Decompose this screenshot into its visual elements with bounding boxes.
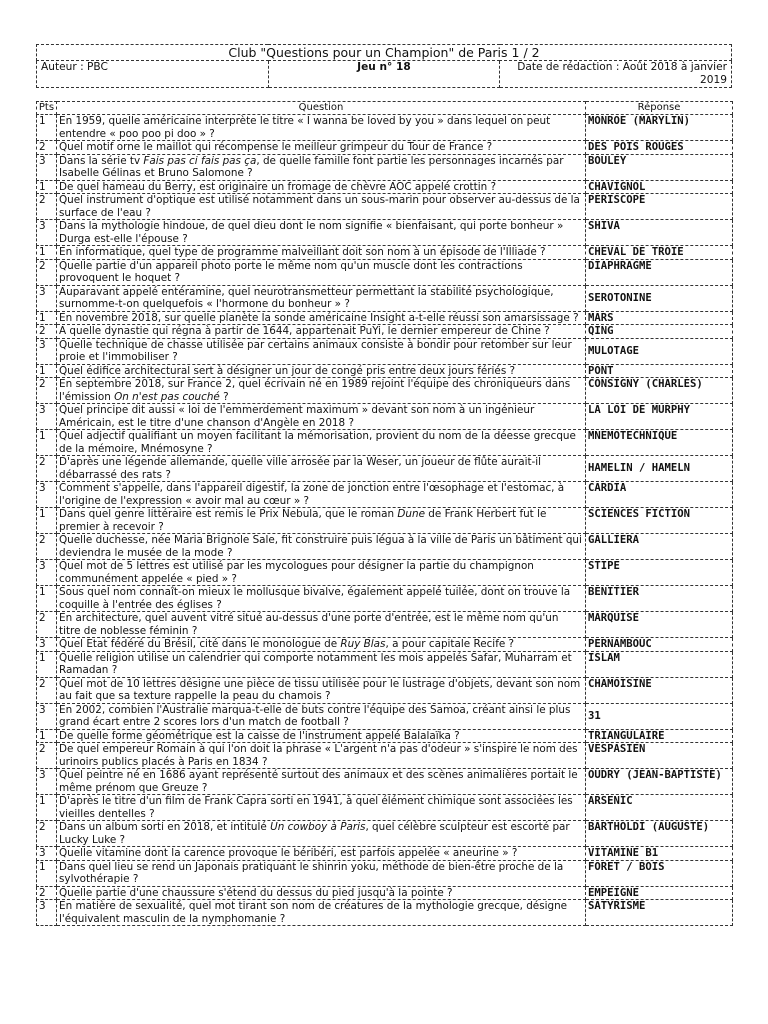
table-row bbox=[37, 729, 733, 743]
row-answer: SATYRISME bbox=[586, 900, 733, 926]
row-answer: STIPE bbox=[586, 560, 733, 586]
questions-table bbox=[36, 101, 733, 926]
row-answer: PONT bbox=[586, 364, 733, 378]
document-header bbox=[36, 44, 732, 88]
row-points: 1 bbox=[37, 246, 57, 260]
table-row bbox=[37, 508, 733, 534]
row-points: 3 bbox=[37, 638, 57, 652]
row-points: 2 bbox=[37, 534, 57, 560]
row-question: Quelle partie d'une chaussure s'étend du dessus du pied jusqu'à la pointe ? bbox=[57, 886, 586, 900]
table-row bbox=[37, 378, 733, 404]
table-row bbox=[37, 194, 733, 220]
row-points: 1 bbox=[37, 508, 57, 534]
table-row bbox=[37, 821, 733, 847]
row-points: 2 bbox=[37, 612, 57, 638]
row-points: 3 bbox=[37, 338, 57, 364]
row-answer: PERISCOPE bbox=[586, 194, 733, 220]
table-row bbox=[37, 560, 733, 586]
row-points: 3 bbox=[37, 847, 57, 861]
row-points: 1 bbox=[37, 311, 57, 325]
row-answer: LA LOI DE MURPHY bbox=[586, 404, 733, 430]
row-answer: DIAPHRAGME bbox=[586, 259, 733, 285]
table-row bbox=[37, 430, 733, 456]
column-header-question: Question bbox=[57, 102, 586, 115]
row-answer: 31 bbox=[586, 703, 733, 729]
row-points: 2 bbox=[37, 886, 57, 900]
row-points: 3 bbox=[37, 154, 57, 180]
row-answer: SHIVA bbox=[586, 220, 733, 246]
row-question: Quel instrument d'optique est utilisé notamment dans un sous-marin pour observer au-dessus de la surface de l'eau ? bbox=[57, 194, 586, 220]
row-points: 1 bbox=[37, 364, 57, 378]
row-points: 3 bbox=[37, 220, 57, 246]
row-question: Quel peintre né en 1686 ayant représenté surtout des animaux et des scènes animalières portait le même prénom que Greuze ? bbox=[57, 769, 586, 795]
row-points: 1 bbox=[37, 430, 57, 456]
row-question: D'après le titre d'un film de Frank Capra sorti en 1941, à quel élément chimique sont associées les vieilles dentelles ? bbox=[57, 795, 586, 821]
row-answer: SCIENCES FICTION bbox=[586, 508, 733, 534]
table-header-row bbox=[37, 102, 733, 115]
row-answer: ISLAM bbox=[586, 651, 733, 677]
row-points: 2 bbox=[37, 325, 57, 339]
row-points: 3 bbox=[37, 703, 57, 729]
row-answer: CONSIGNY (CHARLES) bbox=[586, 378, 733, 404]
row-question: Comment s'appelle, dans l'appareil digestif, la zone de jonction entre l'œsophage et l'estomac, à l'origine de l'expression « avoir mal au cœur » ? bbox=[57, 482, 586, 508]
row-points: 2 bbox=[37, 378, 57, 404]
row-answer: BARTHOLDI (AUGUSTE) bbox=[586, 821, 733, 847]
row-points: 2 bbox=[37, 677, 57, 703]
row-points: 3 bbox=[37, 769, 57, 795]
row-question: Quelle religion utilise un calendrier qui comporte notamment les mois appelés Safar, Muharram et Ramadan ? bbox=[57, 651, 586, 677]
table-row bbox=[37, 220, 733, 246]
row-question: De quel empereur Romain à qui l'on doit la phrase « L'argent n'a pas d'odeur » s'inspire le nom des urinoirs publics placés à Paris en 1834 ? bbox=[57, 743, 586, 769]
row-points: 1 bbox=[37, 115, 57, 141]
questions-body bbox=[37, 115, 733, 926]
table-row bbox=[37, 860, 733, 886]
row-question: En septembre 2018, sur France 2, quel écrivain né en 1989 rejoint l'équipe des chroniqueurs dans l'émission On n'est pas couché ? bbox=[57, 378, 586, 404]
writing-date: Date de rédaction : Août 2018 à janvier 2019 bbox=[500, 61, 732, 88]
row-question: Quel édifice architectural sert à désigner un jour de congé pris entre deux jours fériés ? bbox=[57, 364, 586, 378]
table-row bbox=[37, 847, 733, 861]
row-answer: HAMELIN / HAMELN bbox=[586, 456, 733, 482]
row-question: Auparavant appelé entéramine, quel neurotransmetteur permettant la stabilité psychologique, surnomme-t-on quelquefois « l'hormone du bonheur » ? bbox=[57, 285, 586, 311]
table-row bbox=[37, 364, 733, 378]
row-question: Quel mot de 10 lettres désigne une pièce de tissu utilisée pour le lustrage d'objets, devant son nom au fait que sa texture rappelle la peau du chamois ? bbox=[57, 677, 586, 703]
row-points: 3 bbox=[37, 285, 57, 311]
row-points: 3 bbox=[37, 482, 57, 508]
row-answer: VITAMINE B1 bbox=[586, 847, 733, 861]
table-row bbox=[37, 638, 733, 652]
row-points: 2 bbox=[37, 194, 57, 220]
row-question: Quelle partie d'un appareil photo porte le même nom qu'un muscle dont les contractions provoquent le hoquet ? bbox=[57, 259, 586, 285]
table-row bbox=[37, 154, 733, 180]
row-question: D'après une légende allemande, quelle ville arrosée par la Weser, un joueur de flûte aurait-il débarrassé des rats ? bbox=[57, 456, 586, 482]
author-label: Auteur : PBC bbox=[37, 61, 269, 88]
row-answer: CARDIA bbox=[586, 482, 733, 508]
row-answer: MNEMOTECHNIQUE bbox=[586, 430, 733, 456]
table-row bbox=[37, 285, 733, 311]
row-question: Dans quel lieu se rend un Japonais pratiquant le shinrin yoku, méthode de bien-être proche de la sylvothérapie ? bbox=[57, 860, 586, 886]
table-row bbox=[37, 534, 733, 560]
row-answer: BOULEY bbox=[586, 154, 733, 180]
table-row bbox=[37, 338, 733, 364]
row-question: En matière de sexualité, quel mot tirant son nom de créatures de la mythologie grecque, désigne l'équivalent masculin de la nymphomanie ? bbox=[57, 900, 586, 926]
table-row bbox=[37, 115, 733, 141]
row-question: En 2002, combien l'Australie marqua-t-elle de buts contre l'équipe des Samoa, créant ainsi le plus grand écart entre 2 scores lors d'un match de football ? bbox=[57, 703, 586, 729]
row-answer: OUDRY (JEAN-BAPTISTE) bbox=[586, 769, 733, 795]
row-question: Quelle vitamine dont la carence provoque le béribéri, est parfois appelée « aneurine » ? bbox=[57, 847, 586, 861]
row-question: Dans quel genre littéraire est remis le Prix Nebula, que le roman Dune de Frank Herbert fut le premier à recevoir ? bbox=[57, 508, 586, 534]
row-question: Quel Etat fédéré du Brésil, cité dans le monologue de Ruy Blas, a pour capitale Recife ? bbox=[57, 638, 586, 652]
row-answer: DES POIS ROUGES bbox=[586, 141, 733, 155]
row-question: Dans la mythologie hindoue, de quel dieu dont le nom signifie « bienfaisant, qui porte bonheur » Durga est-elle l'épouse ? bbox=[57, 220, 586, 246]
row-points: 1 bbox=[37, 586, 57, 612]
row-answer: CHEVAL DE TROIE bbox=[586, 246, 733, 260]
quiz-sheet bbox=[36, 44, 732, 926]
row-question: Quel motif orne le maillot qui récompense le meilleur grimpeur du Tour de France ? bbox=[57, 141, 586, 155]
row-answer: FORET / BOIS bbox=[586, 860, 733, 886]
row-question: Quelle technique de chasse utilisée par certains animaux consiste à bondir pour retomber sur leur proie et l'immobiliser ? bbox=[57, 338, 586, 364]
game-number: Jeu n° 18 bbox=[268, 61, 500, 88]
row-answer: MULOTAGE bbox=[586, 338, 733, 364]
row-answer: QING bbox=[586, 325, 733, 339]
row-question: De quel hameau du Berry, est originaire un fromage de chèvre AOC appelé crottin ? bbox=[57, 180, 586, 194]
row-question: Sous quel nom connaît-on mieux le mollusque bivalve, également appelé tuilée, dont on trouve la coquille à l'entrée des églises ? bbox=[57, 586, 586, 612]
table-row bbox=[37, 769, 733, 795]
row-points: 2 bbox=[37, 456, 57, 482]
table-row bbox=[37, 743, 733, 769]
row-answer: MARQUISE bbox=[586, 612, 733, 638]
table-row bbox=[37, 612, 733, 638]
table-row bbox=[37, 795, 733, 821]
row-points: 3 bbox=[37, 560, 57, 586]
row-question: Quelle duchesse, née Maria Brignole Sale, fit construire puis légua à la ville de Paris un bâtiment qui deviendra le musée de la mode ? bbox=[57, 534, 586, 560]
row-points: 1 bbox=[37, 860, 57, 886]
row-answer: GALLIERA bbox=[586, 534, 733, 560]
row-question: A quelle dynastie qui régna à partir de 1644, appartenait PuYi, le dernier empereur de Chine ? bbox=[57, 325, 586, 339]
row-points: 3 bbox=[37, 404, 57, 430]
table-row bbox=[37, 900, 733, 926]
table-row bbox=[37, 651, 733, 677]
row-points: 2 bbox=[37, 141, 57, 155]
row-points: 2 bbox=[37, 821, 57, 847]
row-question: Dans un album sorti en 2018, et intitulé Un cowboy à Paris, quel célèbre sculpteur est escorté par Lucky Luke ? bbox=[57, 821, 586, 847]
row-points: 1 bbox=[37, 180, 57, 194]
row-question: De quelle forme géométrique est la caisse de l'instrument appelé Balalaïka ? bbox=[57, 729, 586, 743]
row-points: 3 bbox=[37, 900, 57, 926]
row-answer: MARS bbox=[586, 311, 733, 325]
row-question: En informatique, quel type de programme malveillant doit son nom à un épisode de l'Illiade ? bbox=[57, 246, 586, 260]
row-question: En architecture, quel auvent vitré situé au-dessus d'une porte d'entrée, est le même nom qu'un titre de noblesse féminin ? bbox=[57, 612, 586, 638]
row-question: Quel adjectif qualifiant un moyen facilitant la mémorisation, provient du nom de la déesse grecque de la mémoire, Mnémosyne ? bbox=[57, 430, 586, 456]
table-row bbox=[37, 482, 733, 508]
document-title: Club "Questions pour un Champion" de Paris 1 / 2 bbox=[37, 45, 732, 61]
table-row bbox=[37, 311, 733, 325]
row-answer: EMPEIGNE bbox=[586, 886, 733, 900]
row-answer: PERNAMBOUC bbox=[586, 638, 733, 652]
table-row bbox=[37, 404, 733, 430]
table-row bbox=[37, 325, 733, 339]
table-row bbox=[37, 259, 733, 285]
row-points: 1 bbox=[37, 651, 57, 677]
table-row bbox=[37, 141, 733, 155]
row-answer: ARSENIC bbox=[586, 795, 733, 821]
row-question: Quel mot de 5 lettres est utilisé par les mycologues pour désigner la partie du champignon communément appelée « pied » ? bbox=[57, 560, 586, 586]
row-answer: BENITIER bbox=[586, 586, 733, 612]
row-answer: VESPASIEN bbox=[586, 743, 733, 769]
row-question: En 1959, quelle américaine interprète le titre « I wanna be loved by you » dans lequel on peut entendre « poo poo pi doo » ? bbox=[57, 115, 586, 141]
table-row bbox=[37, 180, 733, 194]
row-points: 1 bbox=[37, 729, 57, 743]
row-question: En novembre 2018, sur quelle planète la sonde américaine Insight a-t-elle réussi son amarsissage ? bbox=[57, 311, 586, 325]
table-row bbox=[37, 246, 733, 260]
column-header-answer: Réponse bbox=[586, 102, 733, 115]
row-answer: MONROE (MARYLIN) bbox=[586, 115, 733, 141]
row-question: Quel principe dit aussi « loi de l'emmerdement maximum » devant son nom à un ingénieur Américain, est le titre d'une chanson d'Angèle en 2018 ? bbox=[57, 404, 586, 430]
row-answer: CHAMOISINE bbox=[586, 677, 733, 703]
column-header-points: Pts bbox=[37, 102, 57, 115]
table-row bbox=[37, 886, 733, 900]
row-points: 2 bbox=[37, 259, 57, 285]
table-row bbox=[37, 677, 733, 703]
table-row bbox=[37, 703, 733, 729]
row-answer: SEROTONINE bbox=[586, 285, 733, 311]
row-points: 2 bbox=[37, 743, 57, 769]
row-points: 1 bbox=[37, 795, 57, 821]
row-answer: CHAVIGNOL bbox=[586, 180, 733, 194]
row-question: Dans la série tv Fais pas ci fais pas ça, de quelle famille font partie les personnages incarnés par Isabelle Gélinas et Bruno Salomone ? bbox=[57, 154, 586, 180]
row-answer: TRIANGULAIRE bbox=[586, 729, 733, 743]
table-row bbox=[37, 456, 733, 482]
header-gap bbox=[36, 88, 732, 101]
table-row bbox=[37, 586, 733, 612]
